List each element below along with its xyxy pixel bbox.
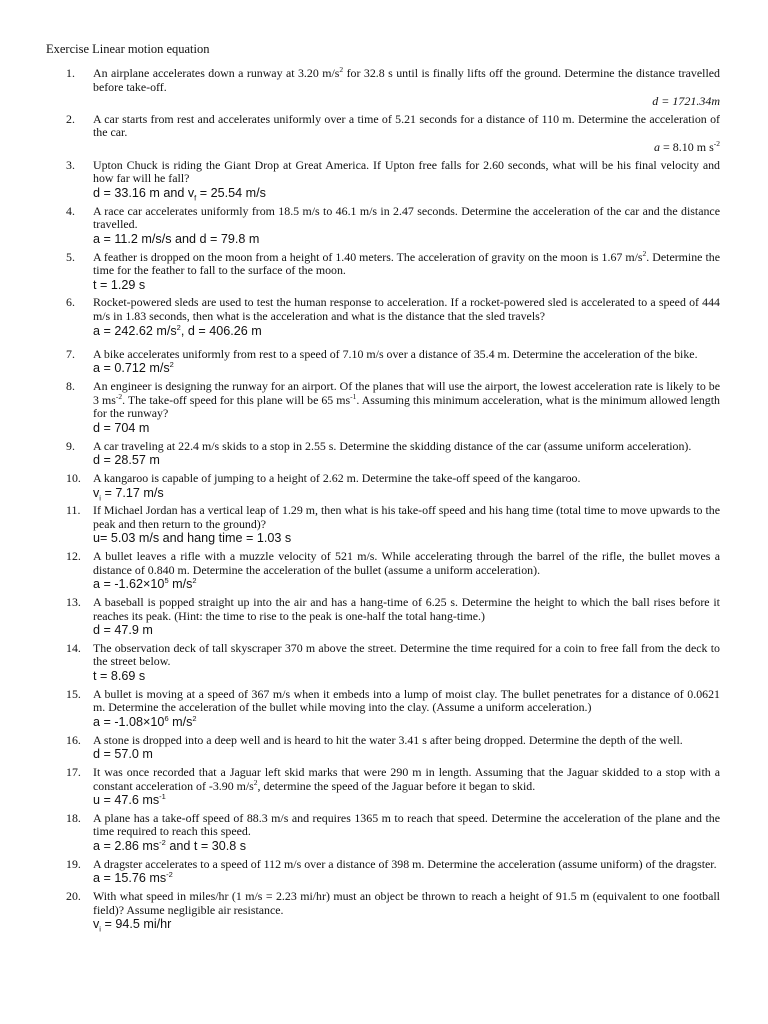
problem-answer: t = 1.29 s — [93, 277, 146, 292]
problem-answer: u = 47.6 $ms^{-1}$ — [93, 791, 166, 808]
problem-number: 19. — [66, 856, 81, 871]
problem-number: 2. — [66, 111, 75, 126]
problem-question: A race car accelerates uniformly from 18.5 m/s to 46.1 m/s in 2.47 seconds. Determine the acceleration of the car and the distance travelled. — [93, 203, 720, 232]
problem-question: The observation deck of tall skyscraper 370 m above the street. Determine the time required for a coin to free fall from the deck to the street below. — [93, 640, 720, 669]
problem-number: 10. — [66, 470, 81, 485]
problem-question: With what speed in miles/hr (1 m/s = 2.23 mi/hr) must an object be thrown to reach a height of 91.5 m (equivalent to one football field)? Assume negligible air resistance. — [93, 889, 720, 917]
problem-item — [46, 889, 720, 934]
problem-question: A bike accelerates uniformly from rest to a speed of 7.10 m/s over a distance of 35.4 m. Determine the acceleration of the bike. — [93, 346, 698, 361]
problem-answer: $a = -1.08\times 10^6$ $m/s^2$ — [93, 713, 197, 729]
problem-answer: d = 704 m — [93, 420, 150, 435]
problem-answer: u= 5.03 m/s and hang time = 1.03 s — [93, 531, 292, 546]
problem-question: A dragster accelerates to a speed of 112 m/s over a distance of 398 m. Determine the acceleration (assume uniform) of the dragster. — [93, 856, 717, 871]
problem-question: A car traveling at 22.4 m/s skids to a stop in 2.55 s. Determine the skidding distance of the car (assume uniform acceleration). — [93, 438, 692, 453]
problem-answer: d = 57.0 m — [93, 747, 153, 762]
problem-question: A bullet is moving at a speed of 367 m/s when it embeds into a lump of moist clay. The bullet penetrates for a distance of 0.0621 m. Determine the acceleration of the bullet while moving into the clay. (Assume a uniform acceleration.) — [93, 686, 720, 715]
problem-question: A stone is dropped into a deep well and is heard to hit the water 3.41 s after being dropped. Determine the depth of the well. — [93, 732, 683, 747]
problem-number: 13. — [66, 595, 81, 609]
problem-answer: $v_i = 94.5$ mi/hr — [93, 917, 172, 934]
problem-item — [46, 248, 720, 292]
problem-answer: d = 1721.34m — [652, 94, 720, 109]
problem-item — [46, 380, 720, 435]
problem-item — [46, 113, 720, 154]
problem-answer: $a = -1.62\times 10^5$ $m/s^2$ — [93, 576, 197, 592]
problem-number: 12. — [66, 549, 81, 564]
problem-item — [46, 812, 720, 853]
problem-number: 9. — [66, 438, 75, 453]
problem-answer: d = 28.57 m — [93, 453, 160, 468]
problem-number: 6. — [66, 295, 75, 310]
problem-item — [46, 596, 720, 637]
problem-question: Upton Chuck is riding the Giant Drop at Great America. If Upton free falls for 2.60 seconds, what will be his final velocity and how far will he fall? — [93, 157, 720, 186]
problem-answer: a = 8.10 m $s^{-2}$ — [653, 139, 720, 155]
problem-number: 16. — [66, 732, 81, 747]
problem-item — [46, 67, 720, 108]
problem-question: If Michael Jordan has a vertical leap of 1.29 m, then what is his take-off speed and his hang time (total time to move upwards to the peak and then return to the ground)? — [93, 503, 720, 531]
problem-item — [46, 642, 720, 683]
problem-number: 4. — [66, 203, 75, 218]
problem-answer: a = 242.62 $m/s^2$, d = 406.26 m — [93, 322, 262, 338]
problem-question: A plane has a take-off speed of 88.3 m/s and requires 1365 m to reach that speed. Determine the acceleration of the plane and the time required to reach this speed. — [93, 810, 720, 839]
problem-question: A kangaroo is capable of jumping to a height of 2.62 m. Determine the take-off speed of the kangaroo. — [93, 470, 581, 485]
problem-answer: d = 47.9 m — [93, 623, 153, 638]
problem-question: An airplane accelerates down a runway at 3.20 $m/s^2$ for 32.8 s until is finally lifts off the ground. Determine the distance travelled before take-off. — [93, 65, 720, 94]
problem-question: A feather is dropped on the moon from a height of 1.40 meters. The acceleration of gravity on the moon is 1.67 $m/s^2$. Determine the time for the feather to fall to the surface of the moon. — [93, 248, 720, 278]
problem-item — [46, 348, 720, 376]
problem-item — [46, 766, 720, 807]
problem-question: An engineer is designing the runway for an airport. Of the planes that will use the airport, the lowest acceleration rate is likely to be 3 $ms^{-2}$. The take-off speed for this plane will be 65 $ms^{-1}$. Assuming this minimum acceleration, what is the minimum allowed length for the runway? — [93, 379, 720, 421]
document-title: Exercise Linear motion equation — [46, 42, 210, 56]
problem-number: 14. — [66, 640, 81, 655]
problem-answer: $v_i = 7.17$ m/s — [93, 485, 164, 503]
problem-item — [46, 688, 720, 729]
problem-item — [46, 205, 720, 246]
problem-answer: a = 11.2 m/s/s and d = 79.8 m — [93, 231, 260, 246]
problem-question: A car starts from rest and accelerates uniformly over a time of 5.21 seconds for a distance of 110 m. Determine the acceleration of the car. — [93, 111, 720, 140]
problem-answer: d = 33.16 m and $v_f = 25.54$ m/s — [93, 185, 266, 203]
problem-number: 11. — [66, 503, 81, 518]
problem-number: 8. — [66, 379, 75, 394]
problem-number: 3. — [66, 157, 75, 172]
problem-question: A baseball is popped straight up into the air and has a hang-time of 6.25 s. Determine the height to which the ball rises before it reaches its peak. (Hint: the time to rise to the peak is one-half the total hang-time.) — [93, 595, 720, 623]
problem-list — [46, 65, 720, 934]
problem-item — [46, 296, 720, 337]
problem-number: 15. — [66, 686, 81, 701]
problem-item — [46, 440, 720, 468]
problem-answer: a = 2.86 $ms^{-2}$ and t = 30.8 s — [93, 837, 246, 854]
problem-item — [46, 470, 720, 503]
problem-item — [46, 504, 720, 545]
problem-number: 17. — [66, 764, 81, 779]
problem-number: 18. — [66, 810, 81, 825]
problem-item — [46, 157, 720, 203]
problem-number: 5. — [66, 249, 75, 264]
problem-item — [46, 734, 720, 762]
problem-item — [46, 858, 720, 886]
problem-number: 20. — [66, 889, 81, 904]
problem-number: 7. — [66, 346, 75, 361]
problem-question: A bullet leaves a rifle with a muzzle velocity of 521 m/s. While accelerating through the barrel of the rifle, the bullet moves a distance of 0.840 m. Determine the acceleration of the bullet (assume a uniform acceleration). — [93, 549, 720, 577]
problem-answer: t = 8.69 s — [93, 669, 146, 684]
problem-answer: a = 15.76 $ms^{-2}$ — [93, 870, 173, 886]
problem-item — [46, 550, 720, 591]
problem-number: 1. — [66, 66, 75, 80]
problem-question: Rocket-powered sleds are used to test the human response to acceleration. If a rocket-powered sled is accelerated to a speed of 444 m/s in 1.83 seconds, then what is the acceleration and what is the distance that the sled travels? — [93, 295, 720, 324]
problem-question: It was once recorded that a Jaguar left skid marks that were 290 m in length. Assuming that the Jaguar skidded to a stop with a constant acceleration of -3.90 $m/s^2$, determine the speed of the Jaguar before it began to skid. — [93, 764, 720, 793]
problem-answer: a = 0.712 $m/s^2$ — [93, 360, 174, 376]
